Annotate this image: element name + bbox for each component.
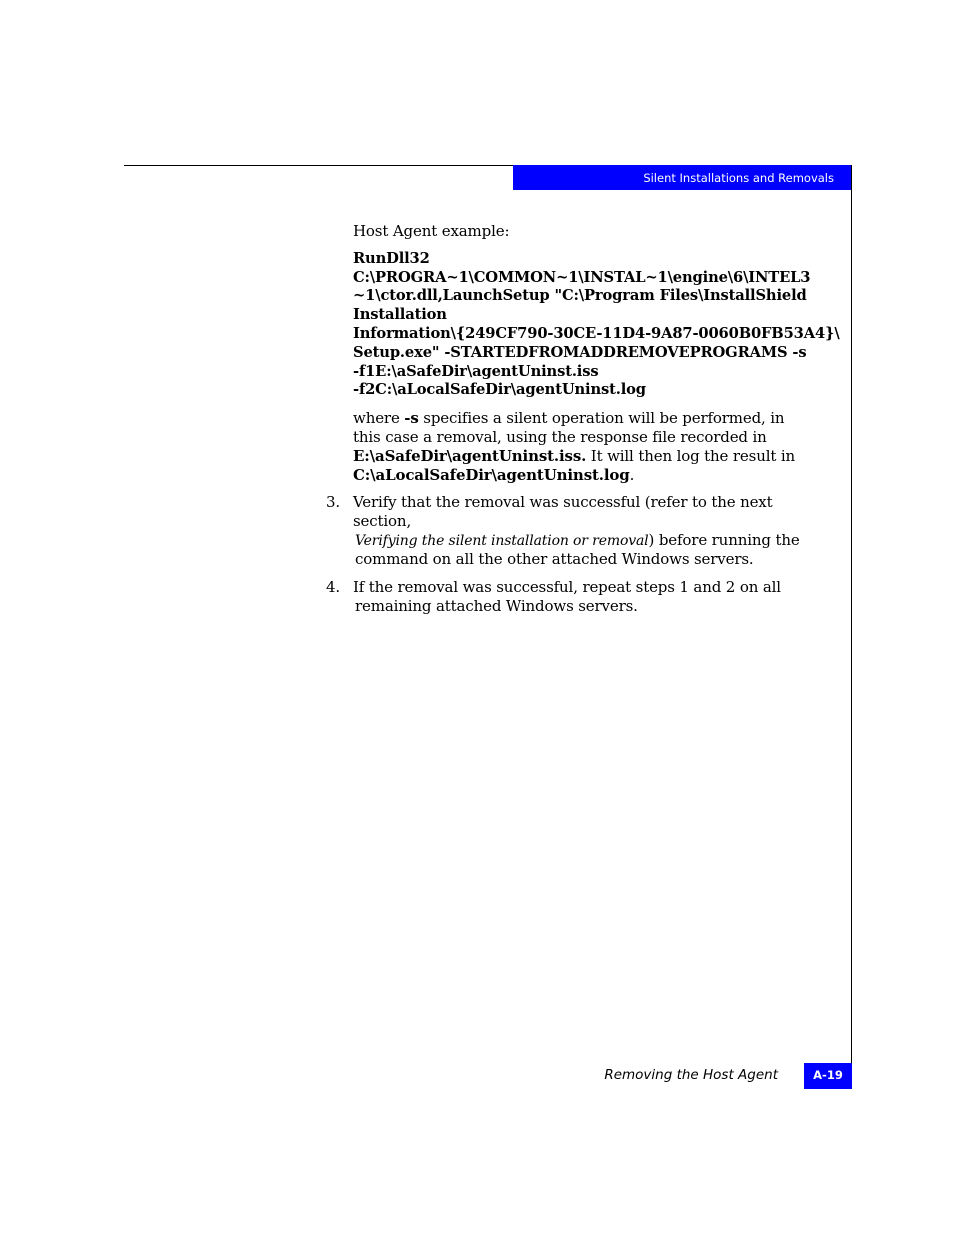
step-text: ) before running the [648,530,800,549]
command-line: Setup.exe" -STARTEDFROMADDREMOVEPROGRAMS -s [353,343,807,361]
step-number: 3. [326,493,341,511]
step-text: Verify that the removal was successful (refer to the next section, [353,493,773,530]
command-line: C:\PROGRA~1\COMMON~1\INSTAL~1\engine\6\INTEL3 [353,268,811,286]
list-item [326,493,806,569]
page-number-label: A-19 [813,1068,843,1082]
list-item [326,578,806,616]
log-file-path: C:\aLocalSafeDir\agentUninst.log [353,465,630,484]
explanation-paragraph [353,409,808,484]
intro-text: Host Agent example: [353,222,510,240]
explanation-text: specifies a silent operation will be performed, in this case a removal, using the response file recorded in [353,409,785,446]
command-line: -f2C:\aLocalSafeDir\agentUninst.log [353,381,646,399]
command-line: Installation [353,306,447,324]
command-line: Information\{249CF790-30CE-11D4-9A87-0060B0FB53A4}\ [353,324,840,342]
command-line: ~1\ctor.dll,LaunchSetup "C:\Program Files\InstallShield [353,287,807,305]
steps-list [326,493,806,625]
step-text: If the removal was successful, repeat steps 1 and 2 on all [353,578,781,597]
margin-rule [851,165,852,1089]
command-line: -f1E:\aSafeDir\agentUninst.iss [353,362,599,380]
step-number: 4. [326,578,341,597]
command-line: RunDll32 [353,249,430,267]
response-file-path: E:\aSafeDir\agentUninst.iss. [353,446,587,465]
main-content [353,222,840,493]
explanation-text: . [629,465,635,484]
footer-chapter-title: Removing the Host Agent [604,1067,778,1083]
header-section-title: Silent Installations and Removals [643,170,834,185]
step-text: remaining attached Windows servers. [355,596,638,615]
step-text: command on all the other attached Windows servers. [355,550,754,569]
command-block [353,249,840,400]
section-reference: Verifying the silent installation or removal [355,532,649,549]
silent-flag: -s [404,409,419,428]
explanation-text: where [353,409,405,428]
page-number [804,1063,852,1089]
explanation-text: It will then log the result in [586,446,796,465]
running-header [513,165,851,190]
step-text-line [353,531,806,551]
